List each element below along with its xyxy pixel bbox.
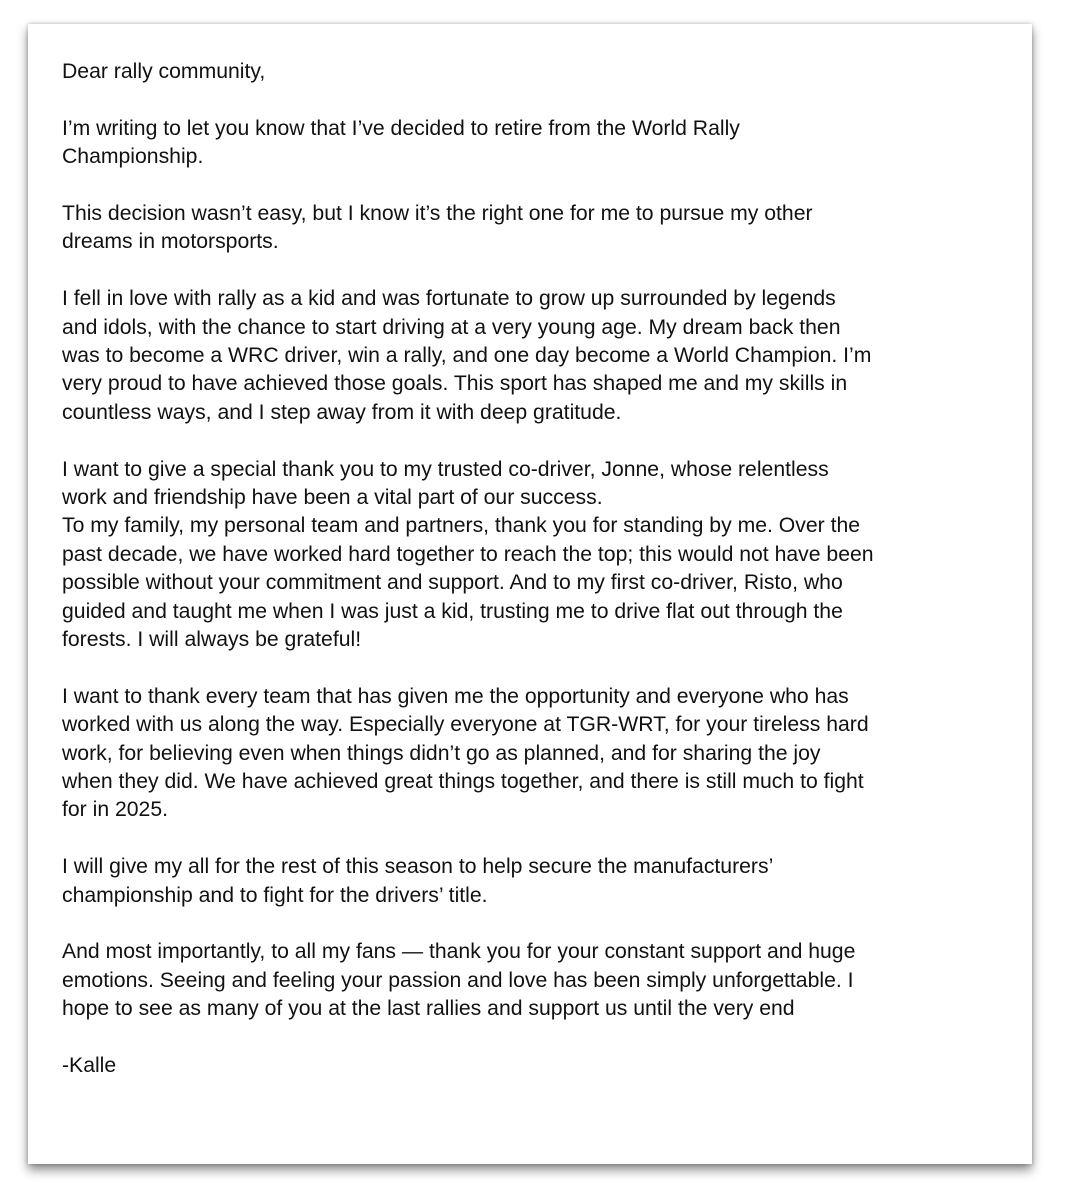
- text-line: countless ways, and I step away from it with deep gratitude.: [62, 400, 622, 424]
- text-line: work and friendship have been a vital part of our success.: [62, 486, 603, 510]
- paragraph-fans: [62, 938, 1012, 1023]
- paragraph-decision: [62, 200, 1012, 257]
- text-line: dreams in motorsports.: [62, 230, 279, 254]
- text-line: past decade, we have worked hard together to reach the top; this would not have been: [62, 542, 874, 566]
- text-line: hope to see as many of you at the last rallies and support us until the very end: [62, 997, 795, 1021]
- text-line: To my family, my personal team and partners, thank you for standing by me. Over the: [62, 514, 861, 538]
- text-line: I want to thank every team that has given me the opportunity and everyone who has: [62, 684, 849, 708]
- text-line: I’m writing to let you know that I’ve decided to retire from the World Rally: [62, 116, 740, 140]
- paragraph-childhood: [62, 285, 1012, 427]
- paragraph-retirement: [62, 115, 1012, 172]
- paragraph-co-driver: [62, 456, 1012, 513]
- paragraph-season: [62, 853, 1012, 910]
- text-line: for in 2025.: [62, 798, 169, 822]
- text-line: Championship.: [62, 145, 204, 169]
- text-line: I will give my all for the rest of this season to help secure the manufacturers’: [62, 855, 774, 879]
- text-line: guided and taught me when I was just a kid, trusting me to drive flat out through the: [62, 599, 843, 623]
- paragraph-teams: [62, 683, 1012, 825]
- text-line: forests. I will always be grateful!: [62, 628, 362, 652]
- greeting: Dear rally community,: [62, 60, 266, 83]
- text-line: work, for believing even when things didn’t go as planned, and for sharing the joy: [62, 741, 821, 765]
- letter-body: [62, 58, 1012, 1109]
- text-line: was to become a WRC driver, win a rally, and one day become a World Champion. I’m: [62, 344, 872, 368]
- letter-sheet: [28, 24, 1032, 1164]
- text-line: And most importantly, to all my fans — thank you for your constant support and huge: [62, 940, 856, 964]
- signature: -Kalle: [62, 1054, 117, 1078]
- text-line: worked with us along the way. Especially everyone at TGR-WRT, for your tireless hard: [62, 713, 869, 737]
- text-line: This decision wasn’t easy, but I know it’s the right one for me to pursue my other: [62, 202, 813, 225]
- text-line: emotions. Seeing and feeling your passion and love has been simply unforgettable. I: [62, 968, 854, 992]
- text-line: and idols, with the chance to start driving at a very young age. My dream back then: [62, 315, 841, 339]
- text-line: I fell in love with rally as a kid and was fortunate to grow up surrounded by legends: [62, 287, 836, 311]
- paragraph-family: [62, 512, 1012, 654]
- text-line: when they did. We have achieved great things together, and there is still much to fight: [62, 770, 864, 794]
- text-line: possible without your commitment and support. And to my first co-driver, Risto, who: [62, 571, 843, 595]
- text-line: championship and to fight for the drivers’ title.: [62, 883, 488, 907]
- text-line: very proud to have achieved those goals. This sport has shaped me and my skills in: [62, 372, 848, 396]
- text-line: I want to give a special thank you to my trusted co-driver, Jonne, whose relentless: [62, 457, 829, 481]
